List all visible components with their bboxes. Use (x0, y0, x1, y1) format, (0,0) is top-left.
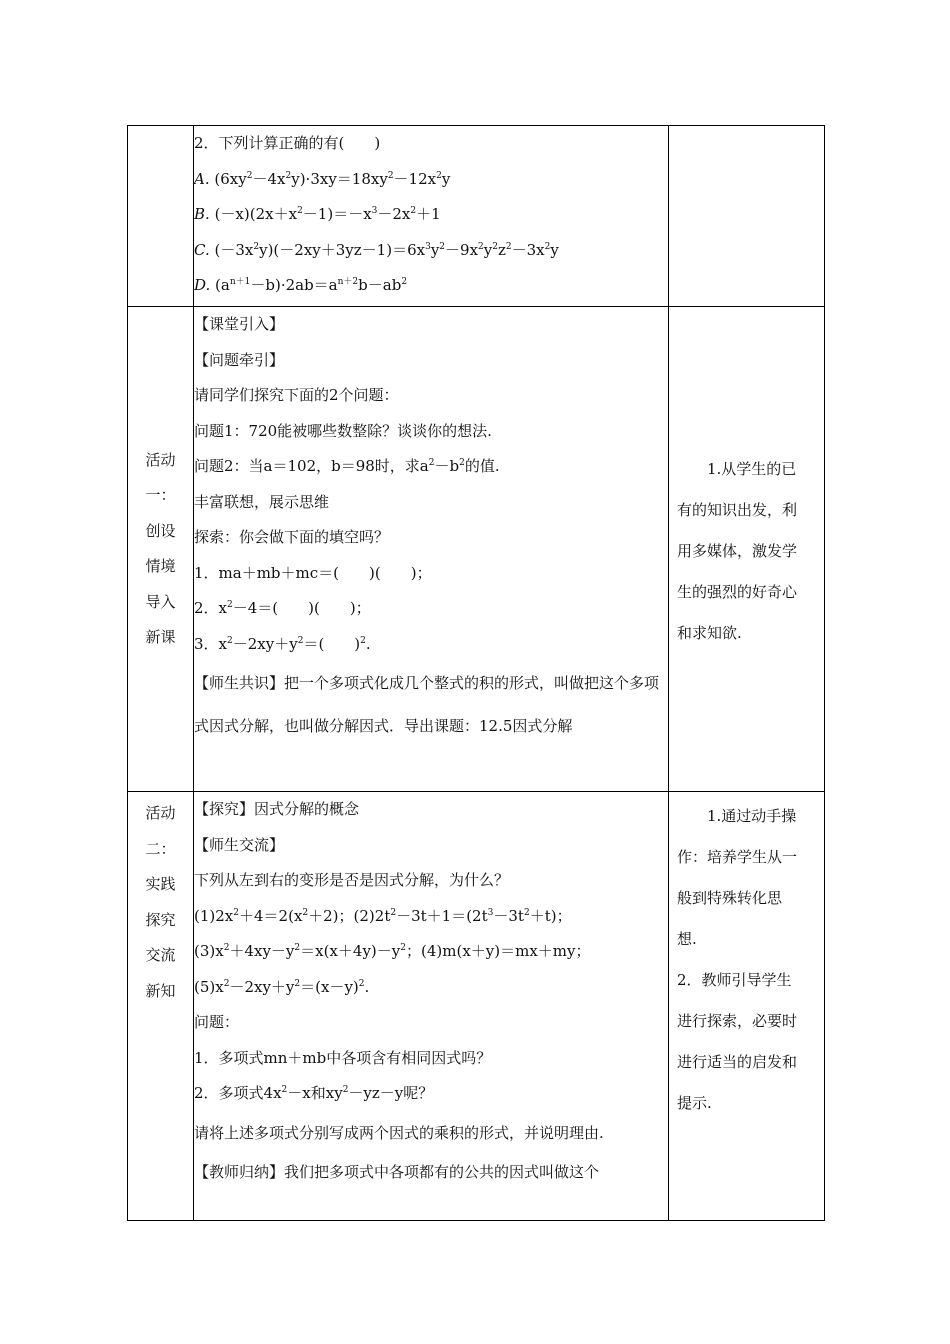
option-d: D. $(a^{n+1}-b)\cdot 2ab=a^{n+2}b-ab^2$ (194, 276, 408, 294)
option-b: B. $(-x)(2x+x^2-1)=-x^3-2x^2+1$ (194, 205, 441, 223)
paragraph: 下列从左到右的变形是否是因式分解，为什么？ (194, 871, 510, 889)
paragraph: 问题： (194, 1013, 240, 1031)
fill-blank-2: 2．$x^2-4=$( )( )； (194, 599, 371, 617)
section-heading: 【师生交流】 (194, 835, 285, 854)
table-row-exercise (128, 126, 825, 307)
exercise-content-cell (194, 126, 669, 307)
activity-2-label: 活动 二： 实践 探究 交流 新知 (128, 792, 194, 1221)
question-2: 2．多项式$4x^2-x$和$xy^2-yz-y$呢？ (194, 1084, 434, 1102)
activity-1-content (194, 307, 669, 792)
activity-1-note: 1.从学生的已 有的知识出发，利 用多媒体，激发学 生的强烈的好奇心 和求知欲. (669, 307, 825, 792)
problem-2: 问题2：当a＝102，b＝98时，求$a^2-b^2$的值. (194, 457, 500, 475)
design-note-cell (669, 126, 825, 307)
paragraph: 丰富联想，展示思维 (194, 492, 330, 511)
teacher-summary: 【教师归纳】我们把多项式中各项都有的公共的因式叫做这个 (194, 1162, 600, 1181)
example-line-2: $(3)x^2+4xy-y^2=x(x+4y)-y^2$；(4)m(x＋y)＝mx＋my； (194, 942, 591, 960)
activity-label-cell (128, 126, 194, 307)
section-heading: 【问题牵引】 (194, 350, 285, 369)
example-line-3: $(5)x^2-2xy+y^2=(x-y)^2$. (194, 977, 370, 996)
table-row-activity-2 (128, 792, 825, 1221)
lesson-table (127, 125, 825, 1221)
paragraph: 请同学们探究下面的2个问题： (194, 386, 399, 404)
fill-blank-3: 3．$x^2-2xy+y^2=$( )$^2$. (194, 634, 371, 653)
activity-1-label: 活动 一： 创设 情境 导入 新课 (128, 307, 194, 792)
section-heading: 【探究】因式分解的概念 (194, 800, 360, 818)
paragraph: 请将上述多项式分别写成两个因式的乘积的形式，并说明理由. (194, 1123, 604, 1142)
activity-2-note: 1.通过动手操 作：培养学生从一 般到特殊转化思 想. 2．教师引导学生 进行探索，必要时 进行适当的启发和 提示. (669, 792, 825, 1221)
question-1: 1．多项式mn＋mb中各项含有相同因式吗？ (194, 1048, 492, 1067)
lesson-plan-page (127, 125, 824, 1221)
problem-1: 问题1：720能被哪些数整除？谈谈你的想法. (194, 421, 492, 440)
paragraph: 探索：你会做下面的填空吗？ (194, 528, 390, 546)
consensus-paragraph: 【师生共识】把一个多项式化成几个整式的积的形式，叫做把这个多项式因式分解，也叫做分解因式．导出课题：12.5因式分解 (194, 674, 660, 735)
section-heading: 【课堂引入】 (194, 315, 285, 333)
example-line-1: $(1)2x^2+4=2(x^2+2)$；$(2)2t^2-3t+1=(2t^3-3t^2+t)$； (194, 906, 572, 925)
option-a: A. $(6xy^2-4x^2y)\cdot 3xy=18xy^2-12x^2y$ (194, 169, 451, 188)
fill-blank-1: 1．ma＋mb＋mc＝( )( )； (194, 563, 432, 582)
table-row-activity-1 (128, 307, 825, 792)
activity-2-content (194, 792, 669, 1221)
question-text: 2．下列计算正确的有( ) (194, 134, 381, 152)
option-c: C. $(-3x^2y)(-2xy+3yz-1)=6x^3y^2-9x^2y^2z^2-3x^2y$ (194, 240, 559, 259)
